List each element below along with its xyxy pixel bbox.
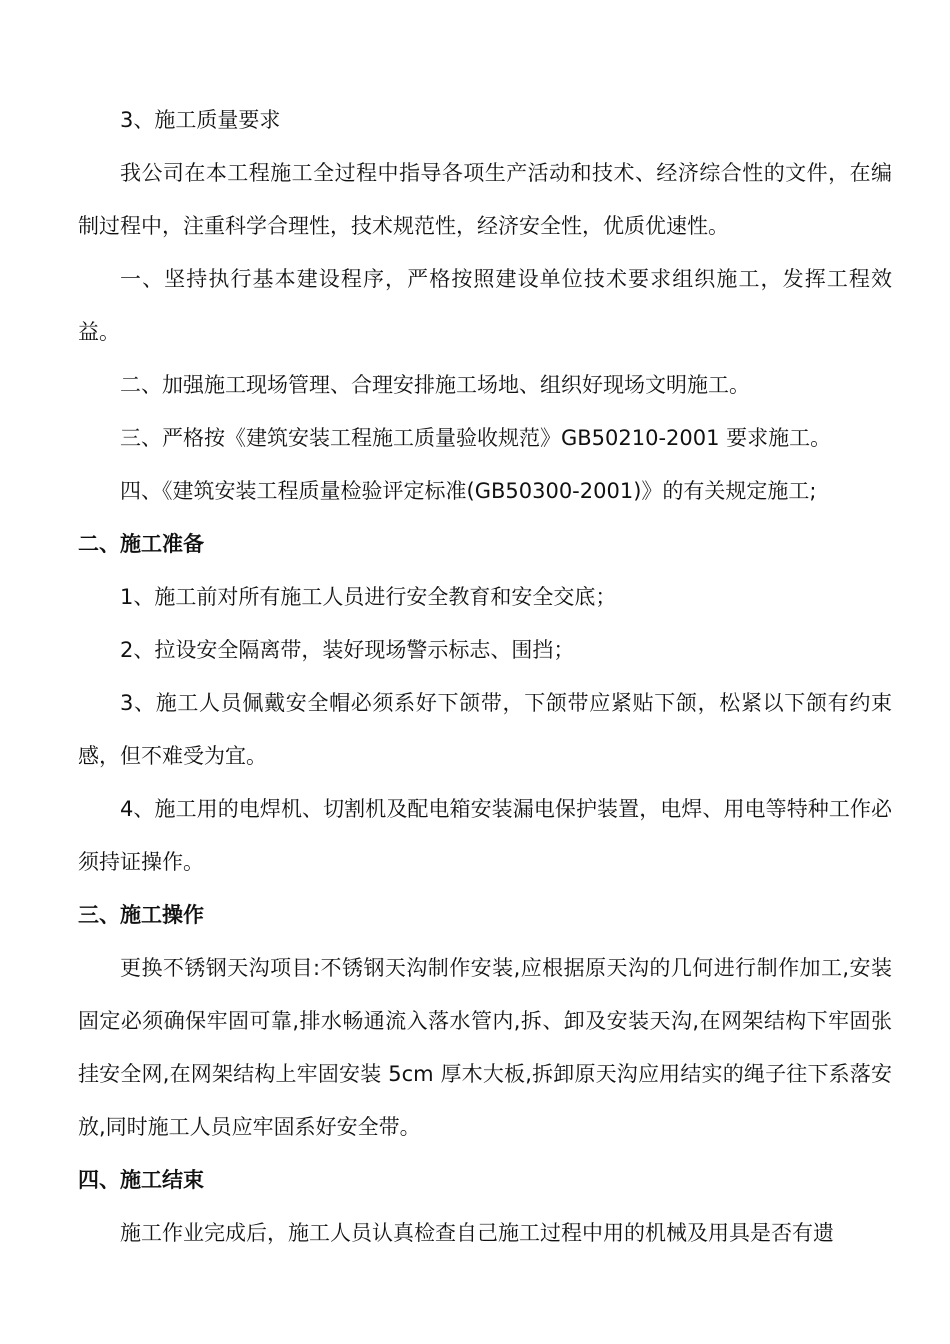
paragraph-item-one: 一、坚持执行基本建设程序，严格按照建设单位技术要求组织施工，发挥工程效益。 <box>78 267 892 344</box>
section-heading-preparation: 二、施工准备 <box>78 532 204 556</box>
paragraph-operation-details: 更换不锈钢天沟项目:不锈钢天沟制作安装,应根据原天沟的几何进行制作加工,安装固定必须确保牢固可靠,排水畅通流入落水管内,拆、卸及安装天沟,在网架结构下牢固张挂安全网,在网架结构上牢固安装 5cm 厚木大板,拆卸原天沟应用结实的绳子往下系落安放,同时施工人员应牢固系好安全带。 <box>78 956 892 1139</box>
paragraph-item-two: 二、加强施工现场管理、合理安排施工场地、组织好现场文明施工。 <box>120 373 750 397</box>
paragraph-company-statement: 我公司在本工程施工全过程中指导各项生产活动和技术、经济综合性的文件，在编制过程中，注重科学合理性，技术规范性，经济安全性，优质优速性。 <box>78 161 892 238</box>
paragraph-item-three: 三、严格按《建筑安装工程施工质量验收规范》GB50210-2001 要求施工。 <box>120 426 832 450</box>
paragraph-preparation-1: 1、施工前对所有施工人员进行安全教育和安全交底； <box>120 585 617 609</box>
paragraph-completion: 施工作业完成后，施工人员认真检查自己施工过程中用的机械及用具是否有遗 <box>120 1221 834 1245</box>
section-heading-operation: 三、施工操作 <box>78 903 204 927</box>
paragraph-preparation-4: 4、施工用的电焊机、切割机及配电箱安装漏电保护装置，电焊、用电等特种工作必须持证操作。 <box>78 797 892 874</box>
paragraph-item-four: 四、《建筑安装工程质量检验评定标准(GB50300-2001)》的有关规定施工; <box>120 479 817 503</box>
section-heading-completion: 四、施工结束 <box>78 1168 204 1192</box>
paragraph-preparation-3: 3、施工人员佩戴安全帽必须系好下颌带，下颌带应紧贴下颌，松紧以下颌有约束感，但不难受为宜。 <box>78 691 892 768</box>
paragraph-quality-requirements-title: 3、施工质量要求 <box>120 108 281 132</box>
paragraph-preparation-2: 2、拉设安全隔离带，装好现场警示标志、围挡； <box>120 638 575 662</box>
